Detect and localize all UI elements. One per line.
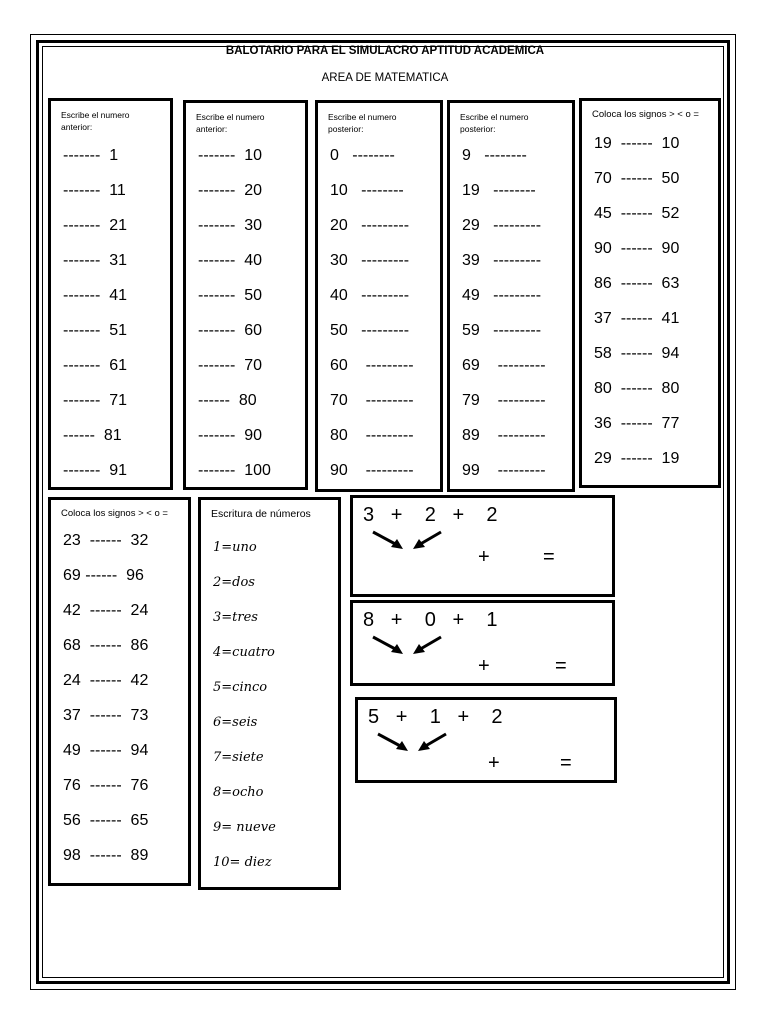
exercise-heading: Coloca los signos > < o = — [592, 109, 699, 120]
writing-rows — [201, 500, 338, 887]
exercise-row[interactable]: 0 -------- — [330, 147, 395, 164]
exercise-row[interactable]: 10 -------- — [330, 182, 404, 199]
exercise-row[interactable]: 58 ------ 94 — [594, 345, 680, 362]
exercise-rows — [318, 103, 440, 489]
number-word: 10= diez — [213, 855, 272, 870]
exercise-row[interactable]: 29 ------ 19 — [594, 450, 680, 467]
exercise-row[interactable]: ------- 20 — [198, 182, 262, 199]
number-word: 2=dos — [213, 575, 255, 590]
number-word: 5=cinco — [213, 680, 268, 695]
exercise-row[interactable]: 45 ------ 52 — [594, 205, 680, 222]
sum-plus: + — [488, 752, 500, 774]
exercise-rows — [582, 101, 718, 485]
number-word: 7=siete — [213, 750, 264, 765]
exercise-row[interactable]: 80 ------ 80 — [594, 380, 680, 397]
exercise-row[interactable]: ------- 60 — [198, 322, 262, 339]
exercise-row[interactable]: ------- 71 — [63, 392, 127, 409]
exercise-row[interactable]: 36 ------ 77 — [594, 415, 680, 432]
exercise-heading: Escribe el numero anterior: — [196, 112, 265, 134]
exercise-row[interactable]: 99 --------- — [462, 462, 546, 479]
exercise-row[interactable]: ------- 100 — [198, 462, 271, 479]
exercise-rows — [186, 103, 305, 487]
exercise-row[interactable]: 90 --------- — [330, 462, 414, 479]
exercise-heading: Escribe el numero posterior: — [460, 112, 529, 134]
arrows-icon — [353, 603, 473, 673]
exercise-heading: Escribe el numero anterior: — [61, 110, 130, 132]
exercise-row[interactable]: 56 ------ 65 — [63, 812, 149, 829]
sum-plus: + — [478, 546, 490, 568]
exercise-row[interactable]: ------- 30 — [198, 217, 262, 234]
sum-terms: 3 + 2 + 2 — [363, 504, 498, 526]
exercise-rows — [51, 101, 170, 487]
exercise-row[interactable]: 42 ------ 24 — [63, 602, 149, 619]
exercise-row[interactable]: 89 --------- — [462, 427, 546, 444]
exercise-row[interactable]: 49 --------- — [462, 287, 542, 304]
sum-equals[interactable]: = — [543, 546, 555, 568]
exercise-row[interactable]: 24 ------ 42 — [63, 672, 149, 689]
exercise-row[interactable]: ------- 10 — [198, 147, 262, 164]
exercise-row[interactable]: 39 --------- — [462, 252, 542, 269]
exercise-row[interactable]: 30 --------- — [330, 252, 410, 269]
exercise-heading: Escritura de números — [211, 508, 311, 520]
exercise-box-anterior-2 — [183, 100, 308, 490]
exercise-row[interactable]: ------- 90 — [198, 427, 262, 444]
exercise-box-number-writing — [198, 497, 341, 890]
arrows-icon — [353, 498, 473, 568]
exercise-row[interactable]: 79 --------- — [462, 392, 546, 409]
exercise-row[interactable]: 60 --------- — [330, 357, 414, 374]
number-word: 1=uno — [213, 540, 257, 555]
exercise-heading: Coloca los signos > < o = — [61, 508, 168, 519]
exercise-row[interactable]: 37 ------ 41 — [594, 310, 680, 327]
exercise-row[interactable]: 68 ------ 86 — [63, 637, 149, 654]
exercise-row[interactable]: ------- 91 — [63, 462, 127, 479]
exercise-box-signs-top — [579, 98, 721, 488]
exercise-heading: Escribe el numero posterior: — [328, 112, 397, 134]
exercise-row[interactable]: ------- 70 — [198, 357, 262, 374]
arrows-icon — [358, 700, 478, 770]
exercise-row[interactable]: 90 ------ 90 — [594, 240, 680, 257]
sum-terms: 5 + 1 + 2 — [368, 706, 503, 728]
exercise-row[interactable]: ------ 81 — [63, 427, 122, 444]
exercise-row[interactable]: ------- 50 — [198, 287, 262, 304]
sum-exercise-1 — [350, 495, 615, 597]
exercise-row[interactable]: ------ 80 — [198, 392, 257, 409]
exercise-box-posterior-1 — [315, 100, 443, 492]
exercise-box-posterior-2 — [447, 100, 575, 492]
exercise-row[interactable]: 69 --------- — [462, 357, 546, 374]
exercise-row[interactable]: ------- 61 — [63, 357, 127, 374]
exercise-box-signs-bottom — [48, 497, 191, 886]
exercise-row[interactable]: ------- 40 — [198, 252, 262, 269]
worksheet-title: BALOTARIO PARA EL SIMULACRO APTITUD ACADEMICA — [225, 45, 545, 57]
worksheet-subtitle: AREA DE MATEMATICA — [321, 72, 449, 84]
exercise-row[interactable]: 76 ------ 76 — [63, 777, 149, 794]
sum-terms: 8 + 0 + 1 — [363, 609, 498, 631]
exercise-row[interactable]: ------- 31 — [63, 252, 127, 269]
exercise-row[interactable]: ------- 51 — [63, 322, 127, 339]
exercise-row[interactable]: 59 --------- — [462, 322, 542, 339]
number-word: 4=cuatro — [213, 645, 275, 660]
exercise-rows — [51, 500, 188, 883]
number-word: 6=seis — [213, 715, 258, 730]
exercise-row[interactable]: 98 ------ 89 — [63, 847, 149, 864]
exercise-row[interactable]: 80 --------- — [330, 427, 414, 444]
exercise-row[interactable]: 86 ------ 63 — [594, 275, 680, 292]
exercise-row[interactable]: ------- 11 — [63, 182, 126, 199]
exercise-row[interactable]: 20 --------- — [330, 217, 410, 234]
sum-equals[interactable]: = — [560, 752, 572, 774]
exercise-row[interactable]: ------- 1 — [63, 147, 119, 164]
exercise-row[interactable]: 19 -------- — [462, 182, 536, 199]
exercise-row[interactable]: 29 --------- — [462, 217, 542, 234]
sum-plus: + — [478, 655, 490, 677]
exercise-row[interactable]: 70 --------- — [330, 392, 414, 409]
exercise-row[interactable]: 23 ------ 32 — [63, 532, 149, 549]
exercise-row[interactable]: 69 ------ 96 — [63, 567, 144, 584]
number-word: 9= nueve — [213, 820, 276, 835]
exercise-box-anterior-1 — [48, 98, 173, 490]
exercise-row[interactable]: 70 ------ 50 — [594, 170, 680, 187]
number-word: 3=tres — [213, 610, 258, 625]
number-word: 8=ocho — [213, 785, 264, 800]
exercise-row[interactable]: 19 ------ 10 — [594, 135, 680, 152]
exercise-row[interactable]: 40 --------- — [330, 287, 410, 304]
exercise-row[interactable]: 50 --------- — [330, 322, 410, 339]
exercise-row[interactable]: ------- 41 — [63, 287, 127, 304]
exercise-row[interactable]: 49 ------ 94 — [63, 742, 149, 759]
sum-exercise-2 — [350, 600, 615, 686]
exercise-row[interactable]: 37 ------ 73 — [63, 707, 149, 724]
sum-exercise-3 — [355, 697, 617, 783]
exercise-row[interactable]: 9 -------- — [462, 147, 527, 164]
sum-equals[interactable]: = — [555, 655, 567, 677]
exercise-row[interactable]: ------- 21 — [63, 217, 127, 234]
exercise-rows — [450, 103, 572, 489]
